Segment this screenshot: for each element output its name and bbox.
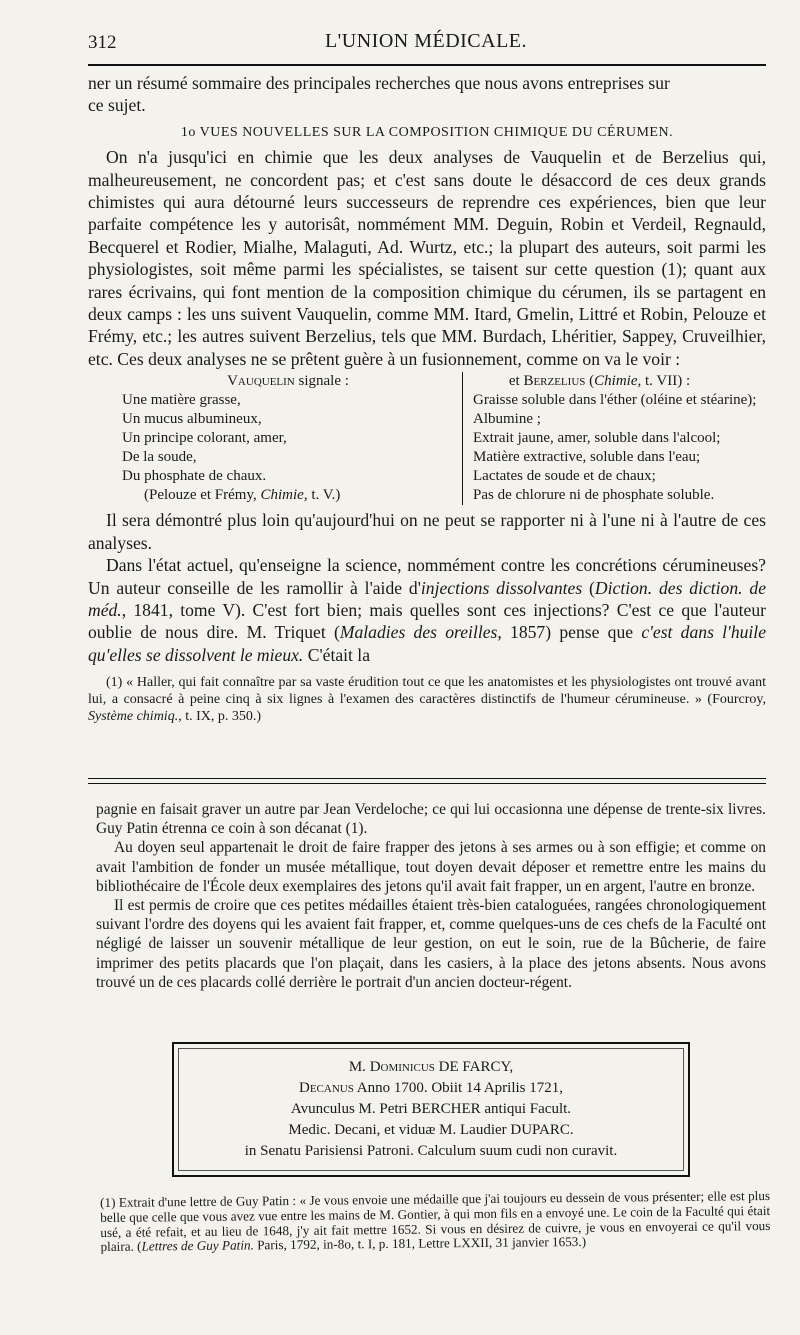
- header-rule: [88, 64, 766, 66]
- berzelius-item: Pas de chlorure ni de phosphate soluble.: [473, 487, 715, 504]
- paragraph-placards: Il est permis de croire que ces petites médailles étaient très-bien cataloguées, rangées chronologiquement suivant l'ordre des doyens qui les avaient fait frapper, et, comme quelques-uns de ces chefs de la Faculté ont négligé de laisser un souvenir métallique de leur gestion, on eut le soin, rue de la Bûcherie, de faire imprimer des petits placards que l'on plaçait, dans les casiers, à la place des jetons absents. Nous avons trouvé un de ces placards collé derrière le portrait d'un ancien docteur-régent.: [96, 897, 766, 991]
- text-run: Paris, 1792, in-8o, t. I, p. 181, Lettre LXXII, 31 janvier 1653.): [253, 1234, 587, 1253]
- vauquelin-item: Un principe colorant, amer,: [122, 430, 287, 447]
- intro-line-1: ner un résumé sommaire des principales recherches que nous avons entreprises sur: [88, 73, 670, 93]
- berzelius-item: Lactates de soude et de chaux;: [473, 468, 656, 485]
- italic-run: c'est dans l'huile qu'elles se dissolvent le mieux.: [88, 622, 766, 665]
- article-separator: [88, 778, 766, 784]
- intro-line-2: ce sujet.: [88, 95, 146, 116]
- footnote-guy-patin: [100, 1189, 771, 1255]
- italic-run: Lettres de Guy Patin.: [141, 1237, 254, 1254]
- placard-line-1: [179, 1057, 683, 1078]
- top-article: [88, 72, 766, 725]
- vauquelin-name: Vauquelin: [227, 373, 295, 390]
- page-number: 312: [88, 32, 117, 53]
- text-run: , 1857) pense que: [497, 622, 642, 643]
- text-run: C'était la: [303, 644, 371, 665]
- text-run: (1) « Haller, qui fait connaître par sa vaste érudition tout ce que les anatomistes et les physiologistes ont trouvé avant lui, a consacré à peine cinq à six lignes à l'examen des caractères distinctifs de l'humeur cérumineuse. » (Fourcroy,: [88, 675, 766, 708]
- lower-article: [96, 800, 766, 992]
- text-run: , 1841, tome V). C'est fort bien; mais quelles sont ces injections? C'est ce que l'auteur oublie de nous dire. M. Triquet (: [88, 599, 766, 643]
- paragraph-conclusion: Il sera démontré plus loin qu'aujourd'hui on ne peut se rapporter ni à l'une ni à l'autre de ces analyses.: [88, 510, 766, 553]
- placard-box: [172, 1042, 690, 1177]
- berzelius-item: Graisse soluble dans l'éther (oléine et stéarine);: [473, 392, 757, 409]
- placard-line-3: Avunculus M. Petri BERCHER antiqui Facult.: [290, 1101, 572, 1117]
- text-run: (: [582, 577, 595, 598]
- vauquelin-column: [88, 372, 463, 505]
- paragraph-injections: [88, 554, 766, 666]
- vauquelin-item: Du phosphate de chaux.: [122, 468, 267, 485]
- text-run: (1) Extrait d'une lettre de Guy Patin : « Je vous envoie une médaille que j'ai toujours eu dessein de vous présenter; elle est plus belle que celle que vous avez vue entre les mains de M. Gontier, à qui mon fils en a envoyé une. Le coin de la Faculté qui était usé, a été refait, et au lieu de 1648, j'y ait fait mettre 1652. Si vous en désirez de cuivre, je vous en envoyerai ce qu'il vous plaira. (: [99, 1187, 771, 1255]
- berzelius-heading: [473, 372, 766, 391]
- vauquelin-item: Une matière grasse,: [122, 392, 241, 409]
- berzelius-heading-open: (: [585, 373, 595, 390]
- small-caps-run: Dominicus: [369, 1059, 435, 1075]
- comparison-table: [88, 372, 766, 505]
- paragraph-verdeloche: pagnie en faisait graver un autre par Jean Verdeloche; ce qui lui occasionna une dépense de trente-six livres. Guy Patin étrenna ce coin à son décanat (1).: [96, 801, 766, 838]
- paragraph-doyen: Au doyen seul appartenait le droit de faire frapper des jetons à ses armes ou à son effigie; et comme on avait l'ambition de fonder un musée métallique, tout doyen devait déposer et remettre entre les mains du bibliothécaire de l'École deux exemplaires des jetons qu'il avait fait frapper, un en argent, l'autre en bronze.: [96, 839, 766, 895]
- berzelius-source-title: Chimie,: [594, 373, 642, 390]
- text-run: M.: [348, 1059, 370, 1075]
- vauquelin-item: De la soude,: [122, 449, 197, 466]
- italic-run: injections dissolvantes: [420, 577, 583, 598]
- placard-line-5: in Senatu Parisiensi Patroni. Calculum suum cudi non curavit.: [244, 1143, 618, 1159]
- berzelius-item: Extrait jaune, amer, soluble dans l'alcool;: [473, 430, 721, 447]
- berzelius-column: [463, 372, 766, 505]
- italic-run: Maladies des oreilles: [339, 622, 498, 643]
- vauquelin-heading: [122, 372, 462, 391]
- placard-line-4: Medic. Decani, et viduæ M. Laudier DUPARC.: [288, 1122, 574, 1138]
- vauquelin-item: Un mucus albumineux,: [122, 411, 262, 428]
- page-header: [88, 28, 764, 60]
- placard-inner: [178, 1048, 684, 1171]
- text-run: Anno 1700. Obiit 14 Aprilis 1721,: [353, 1080, 564, 1096]
- text-run: Dans l'état actuel, qu'enseigne la science, nommément contre les concrétions cérumineuses? Un auteur conseille de les ramollir à l'aide d': [88, 555, 766, 598]
- berzelius-name: Berzelius: [523, 373, 586, 390]
- footnote-haller: [88, 674, 766, 725]
- text-run: DE FARCY,: [434, 1059, 514, 1075]
- text-run: , t. IX, p. 350.): [178, 709, 262, 725]
- placard-line-2: [179, 1078, 683, 1099]
- vauquelin-source-suffix: t. V.): [307, 487, 341, 504]
- italic-run: Système chimiq.: [88, 709, 179, 725]
- berzelius-item: Matière extractive, soluble dans l'eau;: [473, 449, 701, 466]
- intro-line: [88, 72, 766, 94]
- vauquelin-heading-rest: signale :: [294, 373, 349, 390]
- berzelius-heading-prefix: et: [508, 373, 524, 390]
- lower-article-body: [96, 800, 766, 992]
- italic-run: Diction. des diction. de méd.: [88, 577, 767, 620]
- vauquelin-source: [122, 486, 462, 505]
- paragraph-analyses: On n'a jusqu'ici en chimie que les deux analyses de Vauquelin et de Berzelius qui, malheureusement, ne concordent pas; et c'est sans doute le désaccord de ces deux grands chimistes qui aura détourné leurs successeurs de reprendre ces expériences, bien que leur parfaite compétence les y autorisât, nommément MM. Deguin, Robin et Verdeil, Regnauld, Becquerel et Rodier, Mialhe, Malaguti, Ad. Wurtz, etc.; la plupart des auteurs, soit parmi les physiologistes, soit même parmi les spécialistes, se taisent sur cette question (1); quant aux rares écrivains, qui font mention de la composition chimique du cérumen, ils se partagent en deux camps : les uns suivent Vauquelin, comme MM. Itard, Gmelin, Littré et Robin, Pelouze et Frémy, etc.; les autres suivent Berzelius, tels que MM. Burdach, Lhéritier, Sappey, Cruveilhier, etc. Ces deux analyses ne se prêtent guère à un fusionnement, comme on va le voir :: [88, 147, 766, 369]
- small-caps-run: Decanus: [298, 1080, 354, 1096]
- running-title: L'UNION MÉDICALE.: [324, 30, 528, 52]
- intro-line: [88, 94, 766, 116]
- vauquelin-source-title: Chimie,: [260, 487, 308, 504]
- vauquelin-source-prefix: (Pelouze et Frémy,: [144, 487, 261, 504]
- berzelius-item: Albumine ;: [473, 411, 541, 428]
- berzelius-heading-rest: t. VII) :: [641, 373, 691, 390]
- section-heading: 1o VUES NOUVELLES SUR LA COMPOSITION CHIMIQUE DU CÉRUMEN.: [180, 124, 674, 140]
